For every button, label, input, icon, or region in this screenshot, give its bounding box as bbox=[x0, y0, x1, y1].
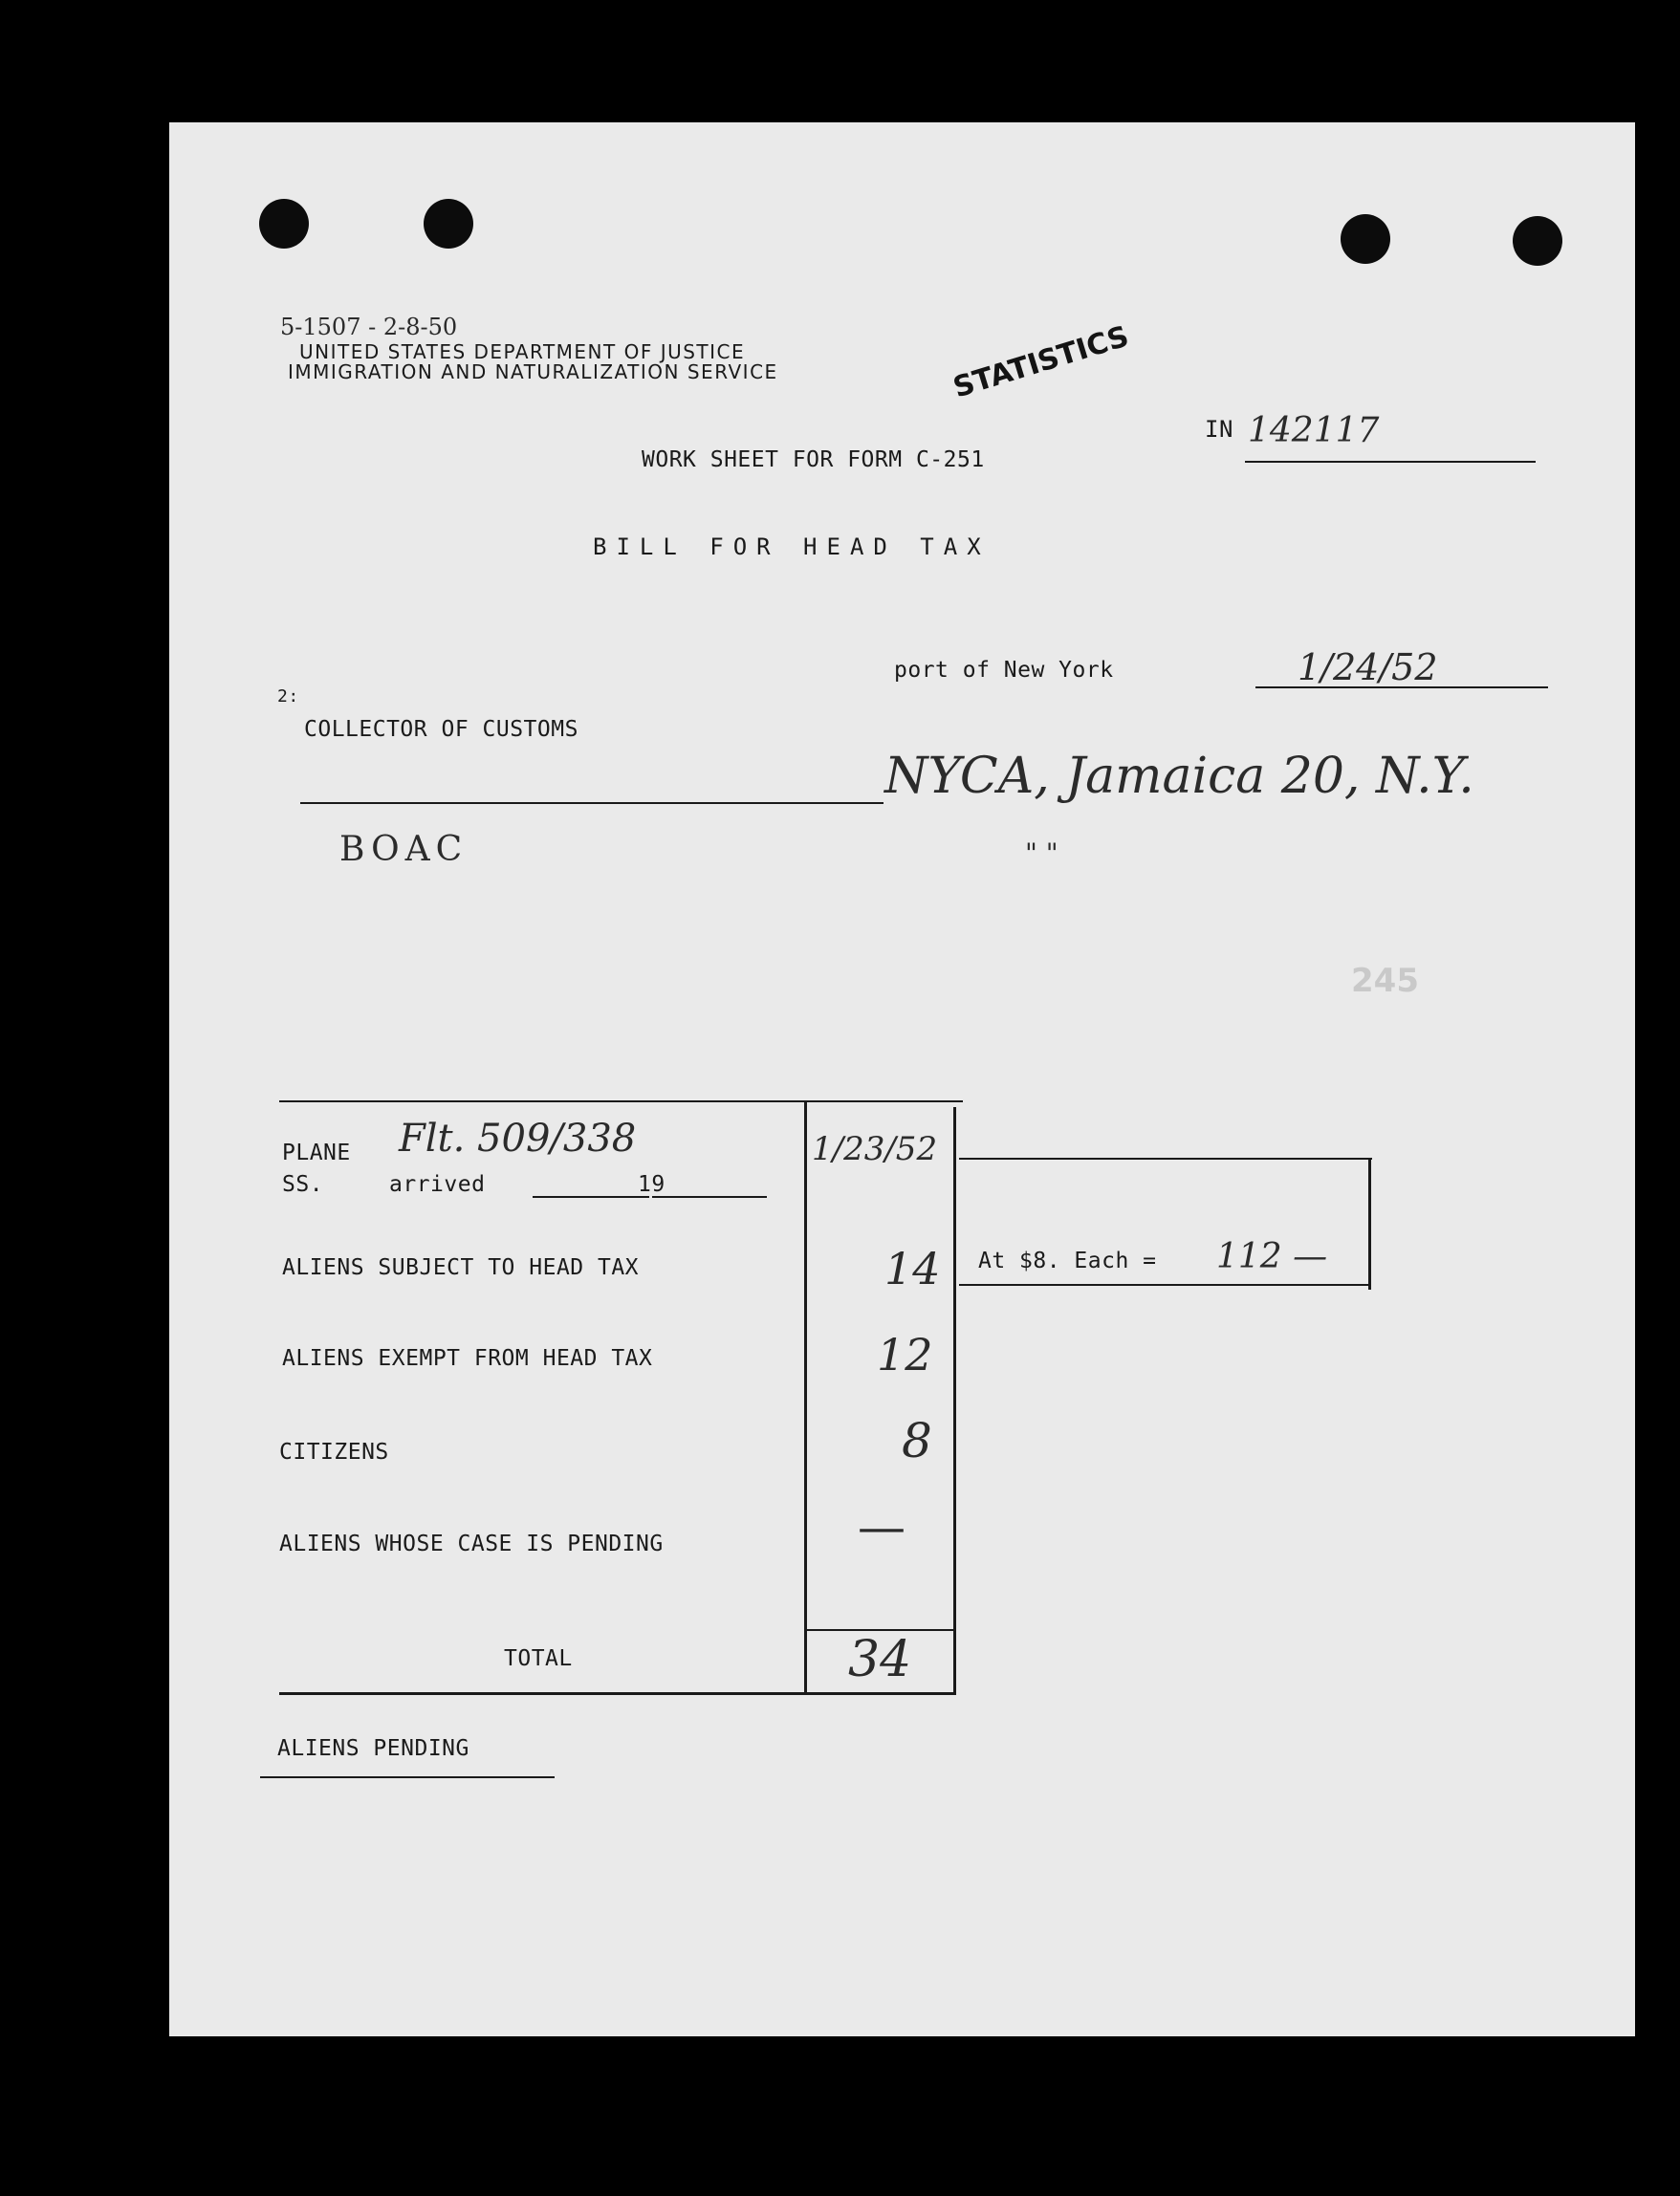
aliens-pending-underline bbox=[260, 1776, 555, 1778]
year-prefix: 19 bbox=[638, 1172, 665, 1197]
total-value: 34 bbox=[848, 1631, 912, 1688]
plane-label: PLANE bbox=[282, 1141, 351, 1165]
collector-underline bbox=[300, 802, 884, 804]
to-label: 2: bbox=[277, 686, 299, 707]
table-top-rule bbox=[279, 1100, 963, 1102]
bill-title: BILL FOR HEAD TAX bbox=[593, 533, 991, 560]
punch-hole bbox=[1513, 216, 1562, 266]
date-underline bbox=[1255, 686, 1548, 688]
rate-box-top bbox=[959, 1158, 1372, 1160]
row-value-pending: — bbox=[858, 1499, 905, 1555]
punch-hole bbox=[259, 199, 309, 249]
row-label-exempt: ALIENS EXEMPT FROM HEAD TAX bbox=[282, 1346, 653, 1371]
rate-label: At $8. Each = bbox=[978, 1249, 1157, 1273]
arrival-date: 1/23/52 bbox=[812, 1130, 938, 1168]
document-page bbox=[169, 122, 1635, 2036]
punch-hole bbox=[424, 199, 473, 249]
row-label-subject: ALIENS SUBJECT TO HEAD TAX bbox=[282, 1255, 640, 1280]
ss-label: SS. bbox=[282, 1172, 324, 1197]
service-name: IMMIGRATION AND NATURALIZATION SERVICE bbox=[288, 360, 778, 383]
in-label: IN bbox=[1205, 416, 1233, 443]
row-label-citizens: CITIZENS bbox=[279, 1440, 389, 1465]
aliens-pending-label: ALIENS PENDING bbox=[277, 1736, 469, 1761]
row-value-exempt: 12 bbox=[877, 1329, 933, 1381]
department-name: UNITED STATES DEPARTMENT OF JUSTICE bbox=[299, 340, 746, 363]
row-label-pending: ALIENS WHOSE CASE IS PENDING bbox=[279, 1532, 664, 1556]
in-number: 142117 bbox=[1248, 411, 1380, 450]
arrived-label: arrived bbox=[389, 1172, 486, 1197]
arrived-underline bbox=[533, 1196, 649, 1198]
rate-box-right bbox=[1368, 1158, 1371, 1290]
statistics-stamp: STATISTICS bbox=[949, 319, 1133, 405]
total-label: TOTAL bbox=[504, 1646, 573, 1671]
row-value-citizens: 8 bbox=[902, 1413, 932, 1468]
collector-of-customs: COLLECTOR OF CUSTOMS bbox=[304, 717, 578, 742]
rate-amount: 112 — bbox=[1216, 1237, 1328, 1276]
work-sheet-title: WORK SHEET FOR FORM C-251 bbox=[642, 447, 985, 472]
year-underline bbox=[652, 1196, 767, 1198]
table-right-border bbox=[953, 1107, 956, 1693]
collector-address: NYCA, Jamaica 20, N.Y. bbox=[884, 748, 1474, 805]
punch-hole bbox=[1341, 214, 1390, 264]
page-number: 245 bbox=[1351, 962, 1419, 1000]
table-column-divider bbox=[804, 1100, 807, 1693]
carrier-name: BOAC bbox=[339, 830, 469, 869]
row-value-subject: 14 bbox=[884, 1243, 941, 1294]
rate-box-bottom bbox=[959, 1284, 1368, 1286]
form-code: 5-1507 - 2-8-50 bbox=[280, 314, 458, 340]
flight-number: Flt. 509/338 bbox=[399, 1117, 637, 1161]
in-number-underline bbox=[1245, 461, 1536, 463]
table-bottom-rule bbox=[279, 1692, 956, 1695]
bill-date: 1/24/52 bbox=[1298, 646, 1438, 688]
port-label: port of New York bbox=[894, 658, 1114, 683]
ditto-marks: " " bbox=[1025, 837, 1058, 869]
